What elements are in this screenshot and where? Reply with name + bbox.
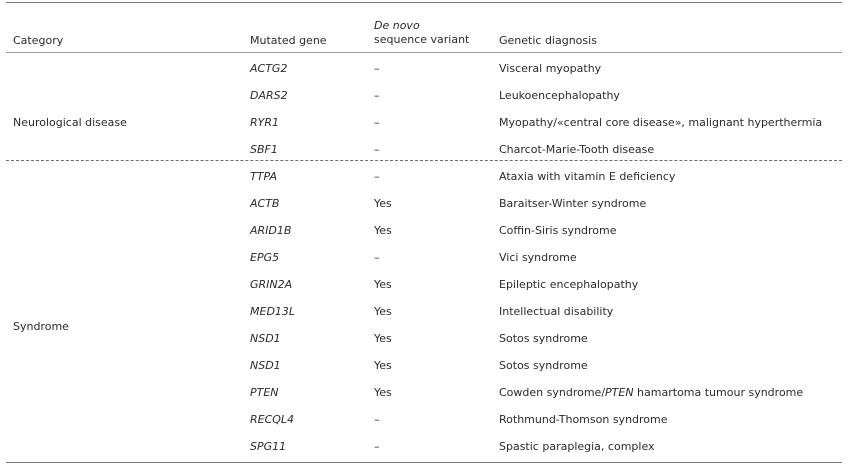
gene-cell: ARID1B: [250, 224, 292, 237]
diagnosis-cell: Ataxia with vitamin E deficiency: [499, 170, 676, 183]
diagnosis-cell: Spastic paraplegia, complex: [499, 440, 655, 453]
denovo-cell: –: [374, 413, 380, 426]
denovo-cell: –: [374, 143, 380, 156]
diagnosis-cell: Rothmund-Thomson syndrome: [499, 413, 668, 426]
gene-cell: NSD1: [250, 359, 281, 372]
diagnosis-cell: [499, 386, 803, 399]
category-neurological-disease: Neurological disease: [13, 116, 127, 129]
diagnosis-cell: Vici syndrome: [499, 251, 577, 264]
header-category: Category: [13, 34, 64, 47]
diagnosis-cell: Epileptic encephalopathy: [499, 278, 639, 291]
diagnosis-cell: Sotos syndrome: [499, 359, 588, 372]
table-bottom-rule: [6, 462, 842, 463]
denovo-cell: –: [374, 170, 380, 183]
table-top-rule: [6, 2, 842, 3]
gene-cell: SPG11: [250, 440, 287, 453]
header-denovo-line2: sequence variant: [374, 33, 470, 46]
denovo-cell: Yes: [374, 197, 392, 210]
denovo-cell: Yes: [374, 332, 392, 345]
header-genetic-diagnosis: Genetic diagnosis: [499, 34, 597, 47]
gene-cell: GRIN2A: [250, 278, 293, 291]
gene-cell: ACTG2: [250, 62, 288, 75]
gene-cell: EPG5: [250, 251, 280, 264]
gene-cell: NSD1: [250, 332, 281, 345]
diagnosis-cell: Intellectual disability: [499, 305, 614, 318]
denovo-cell: –: [374, 62, 380, 75]
denovo-cell: Yes: [374, 278, 392, 291]
diagnosis-cell: Charcot-Marie-Tooth disease: [499, 143, 655, 156]
denovo-cell: Yes: [374, 305, 392, 318]
diagnosis-text-post: hamartoma tumour syndrome: [633, 386, 804, 399]
gene-cell: RECQL4: [250, 413, 295, 426]
denovo-cell: –: [374, 440, 380, 453]
diagnosis-cell: Leukoencephalopathy: [499, 89, 620, 102]
header-denovo-line1: De novo: [374, 19, 420, 32]
gene-cell: PTEN: [250, 386, 279, 399]
diagnosis-cell: Visceral myopathy: [499, 62, 602, 75]
category-syndrome: Syndrome: [13, 320, 69, 333]
group-divider: [6, 160, 842, 161]
diagnosis-cell: Baraitser-Winter syndrome: [499, 197, 647, 210]
gene-cell: MED13L: [250, 305, 296, 318]
denovo-cell: –: [374, 116, 380, 129]
gene-cell: RYR1: [250, 116, 280, 129]
denovo-cell: Yes: [374, 386, 392, 399]
denovo-cell: Yes: [374, 359, 392, 372]
gene-cell: DARS2: [250, 89, 288, 102]
diagnosis-text-pre: Cowden syndrome/: [499, 386, 606, 399]
gene-cell: TTPA: [250, 170, 278, 183]
diagnosis-cell: Myopathy/«central core disease», malignant hyperthermia: [499, 116, 823, 129]
diagnosis-gene-italic: PTEN: [605, 386, 634, 399]
gene-cell: ACTB: [250, 197, 280, 210]
header-mutated-gene: Mutated gene: [250, 34, 327, 47]
denovo-cell: –: [374, 251, 380, 264]
denovo-cell: –: [374, 89, 380, 102]
header-rule: [6, 52, 842, 53]
gene-cell: SBF1: [250, 143, 278, 156]
diagnosis-cell: Coffin-Siris syndrome: [499, 224, 617, 237]
denovo-cell: Yes: [374, 224, 392, 237]
diagnosis-cell: Sotos syndrome: [499, 332, 588, 345]
